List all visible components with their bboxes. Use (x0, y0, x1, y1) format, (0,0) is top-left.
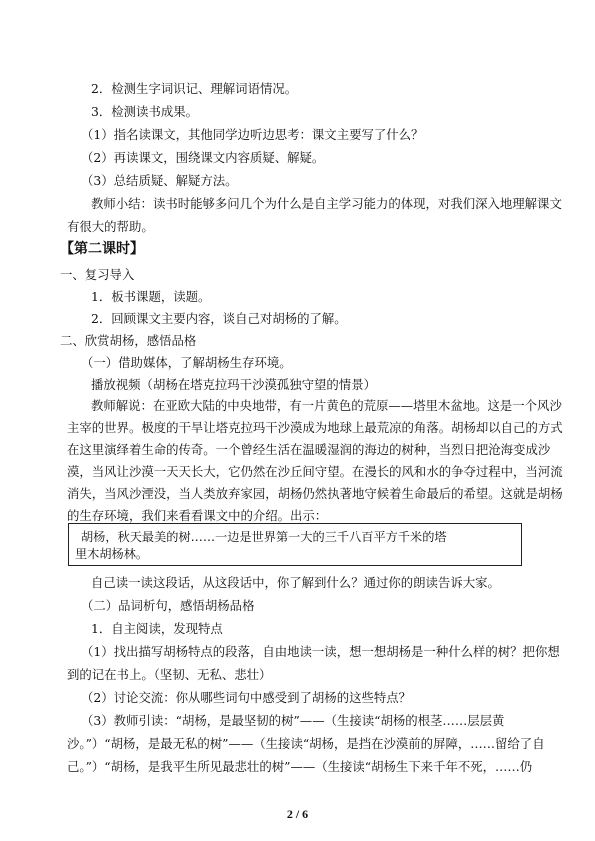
text-line: 在这里演绎着生命的传奇。一个曾经生活在温暖湿润的海边的树种，当烈日把沧海变成沙 (67, 442, 551, 457)
text-line: （1）指名读课文，其他同学边听边思考：课文主要写了什么？ (81, 127, 424, 142)
quote-box (68, 523, 522, 566)
text-line: 有很大的帮助。 (67, 219, 154, 234)
text-line: 教师解说：在亚欧大陆的中央地带，有一片黄色的荒原——塔里木盆地。这是一个风沙 (91, 398, 562, 413)
text-line: 自己读一读这段话，从这段话中，你了解到什么？通过你的朗读告诉大家。 (91, 575, 500, 590)
text-line: 播放视频（胡杨在塔克拉玛干沙漠孤独守望的情景） (91, 377, 376, 392)
text-line: （二）品词析句，感悟胡杨品格 (81, 598, 255, 613)
text-line: 二、欣赏胡杨，感悟品格 (60, 333, 197, 348)
text-line: 漠，当风让沙漠一天天长大，它仍然在沙丘间守望。在漫长的风和水的争夺过程中，当河流 (67, 464, 563, 479)
text-line: 2．检测生字词识记、理解词语情况。 (91, 81, 298, 96)
text-line: （一）借助媒体，了解胡杨生存环境。 (81, 355, 292, 370)
text-line: 消失，当风沙湮没，当人类放弃家园，胡杨仍然执著地守候着生命最后的希望。这就是胡杨 (67, 486, 563, 501)
text-line: 2．回顾课文主要内容，谈自己对胡杨的了解。 (91, 311, 347, 326)
section-heading: 【第二课时】 (60, 241, 144, 257)
text-line: 1．自主阅读，发现特点 (91, 621, 223, 636)
text-line: 到的记在书上。（坚韧、无私、悲壮） (67, 667, 272, 682)
text-line: （3）教师引读：“胡杨，是最坚韧的树”——（生接读“胡杨的根茎……层层黄 (81, 713, 505, 728)
text-line: 沙。”）“胡杨，是最无私的树”——（生接读“胡杨，是挡在沙漠前的屏障，……留给了自 (67, 736, 545, 751)
text-line: 的生存环境，我们来看看课文中的介绍。出示： (67, 508, 328, 523)
text-line: 教师小结：读书时能够多问几个为什么是自主学习能力的体现，对我们深入地理解课文 (91, 196, 562, 211)
page-number: 2 / 6 (286, 807, 309, 821)
text-line: （2）讨论交流：你从哪些词句中感受到了胡杨的这些特点？ (81, 690, 412, 705)
text-line: 3．检测读书成果。 (91, 104, 199, 119)
text-line: 一、复习导入 (60, 267, 135, 282)
text-line: 己。”）“胡杨，是我平生所见最悲壮的树”——（生接读“胡杨生下来千年不死，……仍 (67, 759, 533, 774)
text-line: （3）总结质疑、解疑方法。 (81, 173, 238, 188)
quote-line: 胡杨，秋天最美的树……一边是世界第一大的三千八百平方千米的塔 (81, 530, 447, 544)
text-line: （1）找出描写胡杨特点的段落，自由地读一读，想一想胡杨是一种什么样的树？把你想 (81, 644, 560, 659)
text-line: 1．板书课题，读题。 (91, 289, 211, 304)
quote-line: 里木胡杨林。 (75, 547, 149, 561)
text-line: （2）再读课文，围绕课文内容质疑、解疑。 (81, 150, 325, 165)
text-line: 主宰的世界。极度的干旱让塔克拉玛干沙漠成为地球上最荒凉的角落。胡杨却以自己的方式 (67, 420, 563, 435)
